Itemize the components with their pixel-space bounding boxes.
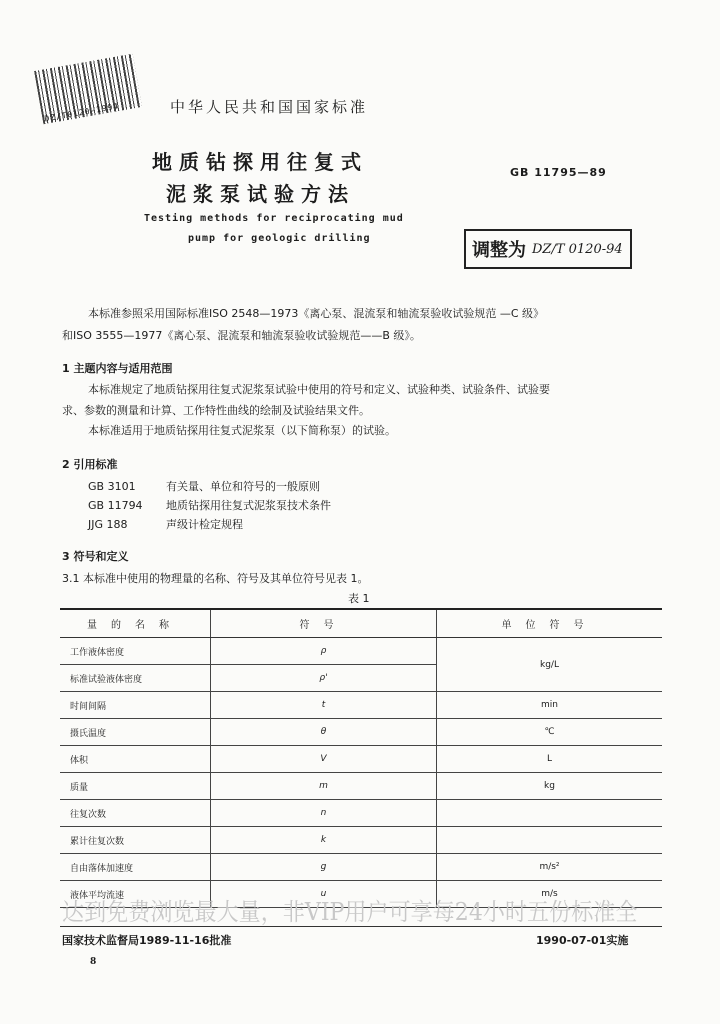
implementation-date: 1990-07-01实施 bbox=[536, 934, 629, 947]
col-header-unit: 单位符号 bbox=[437, 609, 663, 638]
section-1-line-3: 本标准适用于地质钻探用往复式泥浆泵（以下简称泵）的试验。 bbox=[88, 424, 396, 437]
title-line-1: 地质钻探用往复式 bbox=[152, 150, 368, 174]
title-line-2: 泥浆泵试验方法 bbox=[166, 182, 355, 206]
quantity-name: 自由落体加速度 bbox=[60, 854, 211, 881]
quantity-name: 体积 bbox=[60, 746, 211, 773]
section-1-line-1: 本标准规定了地质钻探用往复式泥浆泵试验中使用的符号和定义、试验种类、试验条件、试验要 bbox=[88, 383, 550, 396]
intro-line-2: 和ISO 3555—1977《离心泵、混流泵和轴流泵验收试验规范——B 级》。 bbox=[62, 329, 421, 342]
reference-code: GB 11794 bbox=[88, 499, 143, 512]
table-row bbox=[60, 827, 662, 854]
quantity-name: 质量 bbox=[60, 773, 211, 800]
quantity-unit: kg/L bbox=[437, 638, 663, 692]
quantity-symbol: n bbox=[211, 800, 437, 827]
stamp-handwritten-code: DZ/T 0120-94 bbox=[532, 241, 623, 257]
col-header-symbol: 符号 bbox=[211, 609, 437, 638]
approval-date: 国家技术监督局1989-11-16批准 bbox=[62, 934, 232, 947]
quantity-symbol: ρ bbox=[211, 638, 437, 665]
quantity-unit: min bbox=[437, 692, 663, 719]
section-3-heading: 3 符号和定义 bbox=[62, 550, 129, 563]
table-row bbox=[60, 854, 662, 881]
quantity-symbol: u bbox=[211, 881, 437, 908]
quantity-unit: m/s² bbox=[437, 854, 663, 881]
reference-gb11794 bbox=[88, 497, 331, 513]
quantity-symbol: k bbox=[211, 827, 437, 854]
english-title-line-1: Testing methods for reciprocating mud bbox=[144, 213, 404, 224]
table-caption: 表 1 bbox=[348, 592, 370, 605]
reference-code: JJG 188 bbox=[88, 518, 128, 531]
col-header-name: 量的名称 bbox=[60, 609, 211, 638]
reference-title: 地质钻探用往复式泥浆泵技术条件 bbox=[166, 499, 331, 512]
quantity-symbol: V bbox=[211, 746, 437, 773]
quantity-unit: m/s bbox=[437, 881, 663, 908]
reference-jjg188 bbox=[88, 516, 243, 532]
quantity-name: 累计往复次数 bbox=[60, 827, 211, 854]
quantity-name: 液体平均流速 bbox=[60, 881, 211, 908]
barcode-text: DZ/T0120-1994 bbox=[43, 101, 120, 124]
table-row bbox=[60, 746, 662, 773]
quantity-symbol: m bbox=[211, 773, 437, 800]
quantity-symbol: g bbox=[211, 854, 437, 881]
table-row bbox=[60, 638, 662, 665]
table-row bbox=[60, 719, 662, 746]
quantity-unit: ℃ bbox=[437, 719, 663, 746]
section-3-1-text: 3.1 本标准中使用的物理量的名称、符号及其单位符号见表 1。 bbox=[62, 572, 369, 585]
symbols-table bbox=[60, 608, 662, 908]
standard-number: GB 11795—89 bbox=[510, 166, 607, 179]
footer-divider bbox=[60, 926, 662, 927]
section-2-heading: 2 引用标准 bbox=[62, 458, 118, 471]
quantity-name: 摄氏温度 bbox=[60, 719, 211, 746]
quantity-name: 往复次数 bbox=[60, 800, 211, 827]
watermark-notice: 达到免费浏览最大量，非VIP用户可享每24小时五份标准全 bbox=[62, 898, 638, 926]
reference-title: 有关量、单位和符号的一般原则 bbox=[166, 480, 320, 493]
english-title-line-2: pump for geologic drilling bbox=[188, 233, 371, 244]
page-number: 8 bbox=[90, 957, 97, 967]
revision-stamp bbox=[464, 229, 632, 269]
section-1-line-2: 求、参数的测量和计算、工作特性曲线的绘制及试验结果文件。 bbox=[62, 404, 370, 417]
table-row bbox=[60, 692, 662, 719]
quantity-name: 工作液体密度 bbox=[60, 638, 211, 665]
stamp-label: 调整为 bbox=[472, 240, 526, 261]
reference-code: GB 3101 bbox=[88, 480, 136, 493]
reference-title: 声级计检定规程 bbox=[166, 518, 243, 531]
reference-gb3101 bbox=[88, 478, 320, 494]
table-row bbox=[60, 800, 662, 827]
table-row bbox=[60, 773, 662, 800]
intro-line-1: 本标准参照采用国际标准ISO 2548—1973《离心泵、混流泵和轴流泵验收试验规范 —C 级》 bbox=[88, 307, 545, 320]
quantity-unit: kg bbox=[437, 773, 663, 800]
quantity-symbol: ρ' bbox=[211, 665, 437, 692]
quantity-name: 时间间隔 bbox=[60, 692, 211, 719]
quantity-unit: L bbox=[437, 746, 663, 773]
quantity-unit bbox=[437, 827, 663, 854]
quantity-unit bbox=[437, 800, 663, 827]
national-standard-header: 中华人民共和国国家标准 bbox=[170, 98, 369, 116]
section-1-heading: 1 主题内容与适用范围 bbox=[62, 362, 173, 375]
quantity-symbol: θ bbox=[211, 719, 437, 746]
quantity-name: 标准试验液体密度 bbox=[60, 665, 211, 692]
quantity-symbol: t bbox=[211, 692, 437, 719]
